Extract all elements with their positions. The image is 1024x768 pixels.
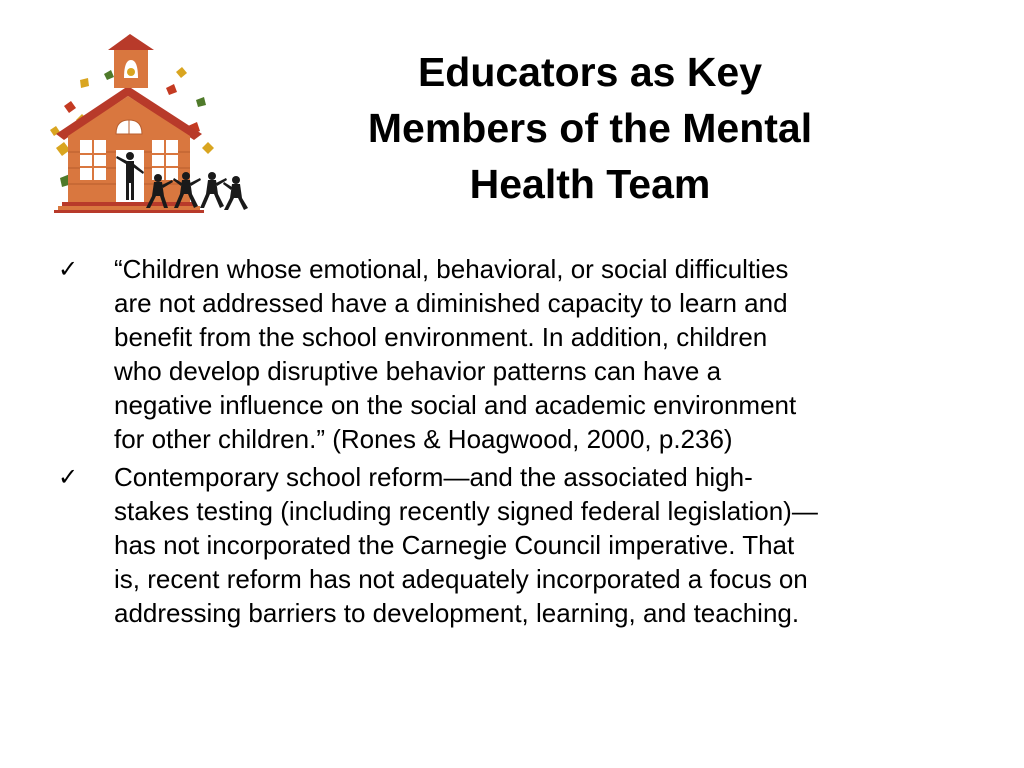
bullet-item: [58, 460, 978, 630]
bullet-text-line: benefit from the school environment. In addition, children: [114, 322, 768, 352]
bullet-text-line: Contemporary school reform—and the associated high-: [114, 462, 753, 492]
bullet-text-line: is, recent reform has not adequately incorporated a focus on: [114, 564, 808, 594]
bullet-text-line: for other children.” (Rones & Hoagwood, 2000, p.236): [114, 424, 733, 454]
bullet-text-line: who develop disruptive behavior patterns can have a: [114, 356, 722, 386]
slide-title-line: Members of the Mental: [367, 105, 813, 151]
bullet-item: [58, 252, 978, 456]
slide-title-line: Educators as Key: [417, 49, 763, 95]
bullet-text-line: has not incorporated the Carnegie Council imperative. That: [114, 530, 795, 560]
checkmark-icon: ✓: [58, 255, 79, 283]
bullet-text-line: “Children whose emotional, behavioral, or social difficulties: [114, 254, 789, 284]
schoolhouse-with-children-icon: [46, 30, 250, 216]
bullet-text-line: negative influence on the social and academic environment: [114, 390, 797, 420]
slide-title-line: Health Team: [469, 161, 711, 207]
bullet-text-line: are not addressed have a diminished capacity to learn and: [114, 288, 788, 318]
bullet-list: [58, 252, 978, 634]
bullet-text-line: addressing barriers to development, learning, and teaching.: [114, 598, 800, 628]
checkmark-icon: ✓: [58, 463, 79, 491]
bullet-text-line: stakes testing (including recently signed federal legislation)—: [114, 496, 818, 526]
slide-title: [300, 44, 880, 212]
